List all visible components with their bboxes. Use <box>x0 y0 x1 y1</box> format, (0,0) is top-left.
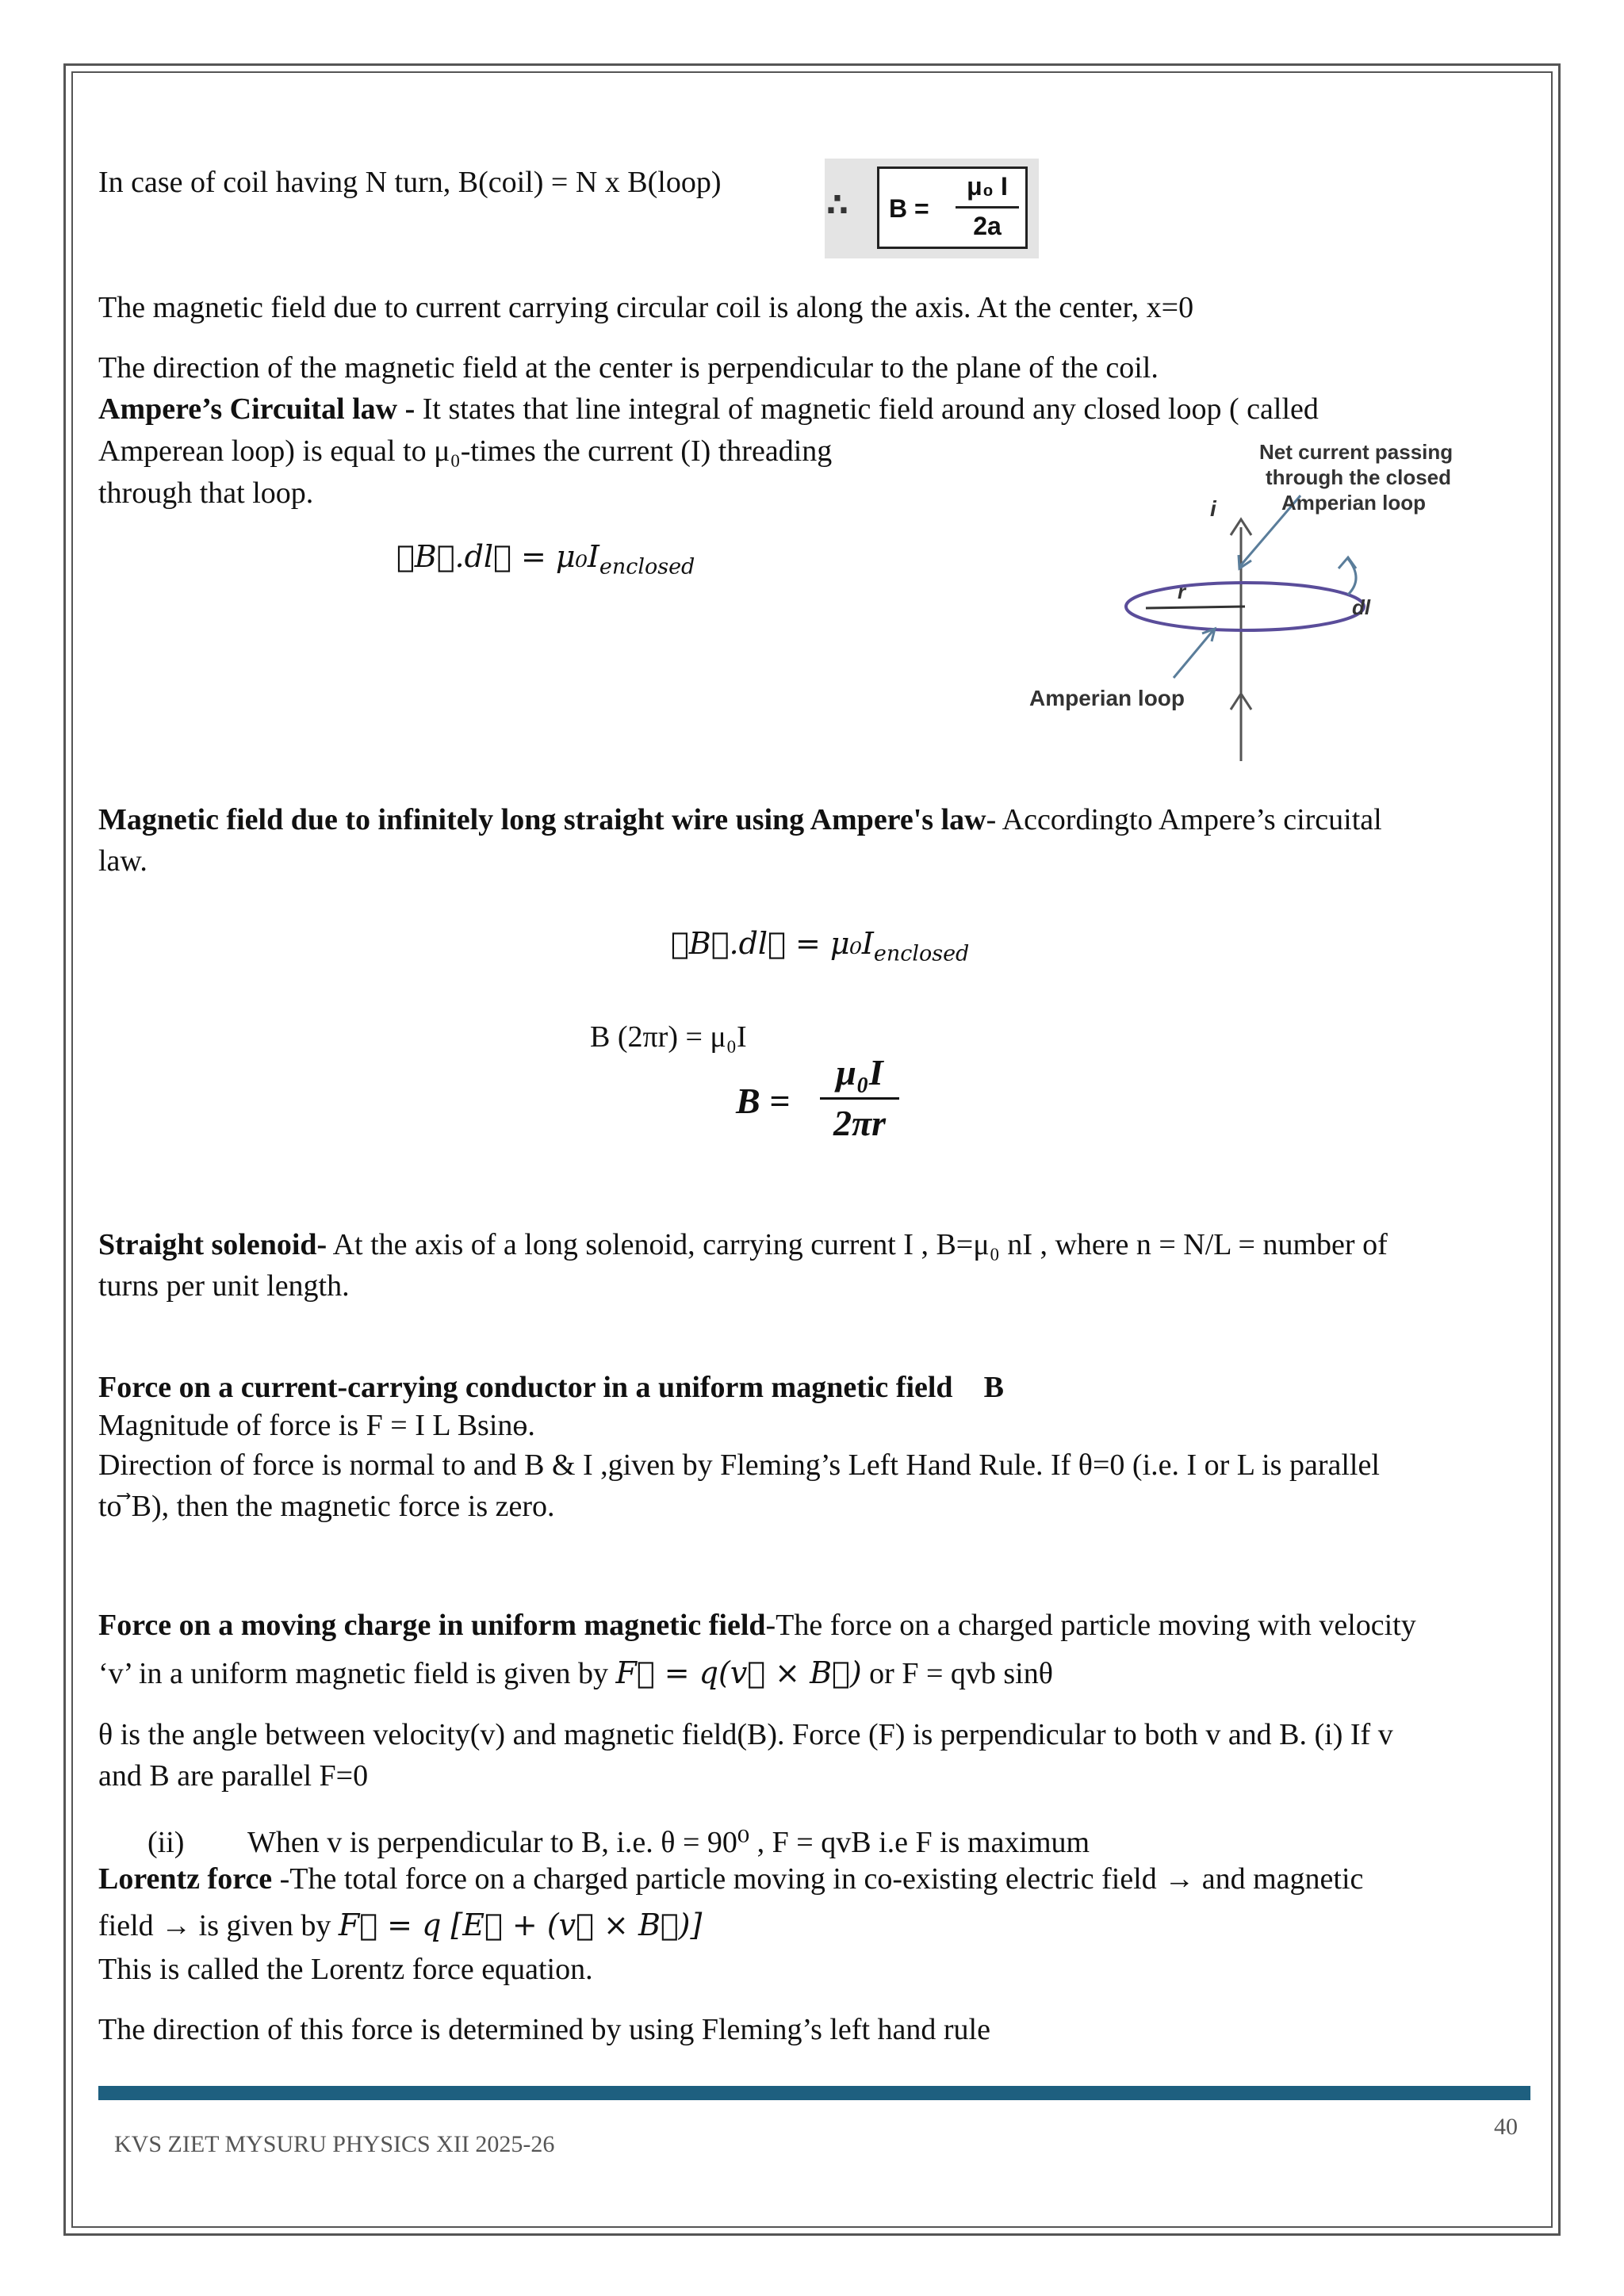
direction-paragraph: The direction of the magnetic field at the center is perpendicular to the plane of the coil. <box>98 351 1159 385</box>
moving-charge-text2b: or F = qvb sinθ <box>861 1657 1053 1690</box>
ampere-equation-main: ∮B⃗.dl⃗ = μ₀I <box>396 539 599 574</box>
ampere-heading: Ampere’s Circuital law - <box>98 392 416 426</box>
formula-frame <box>877 166 1028 249</box>
wire-result-numerator: μ₀I <box>836 1052 883 1093</box>
moving-charge-line2 <box>98 1652 1053 1694</box>
solenoid-heading: Straight solenoid- <box>98 1228 327 1261</box>
lorentz-text1: -The total force on a charged particle moving in co-existing electric field → and magnetic <box>272 1862 1364 1896</box>
wire-step: B (2πr) = μ₀I <box>590 1020 747 1054</box>
loop-pointer <box>1174 630 1213 678</box>
amperian-loop-figure <box>1015 440 1491 773</box>
moving-charge-line1 <box>98 1605 1416 1646</box>
ampere-equation-subscript: enclosed <box>599 554 695 580</box>
force-conductor-line2: Direction of force is normal to and B & I ,given by Fleming’s Left Hand Rule. If θ=0 (i.e. I or L is parallel <box>98 1448 1380 1482</box>
item-ii-text: When v is perpendicular to B, i.e. θ = 90⁰ , F = qvB i.e F is maximum <box>247 1826 1090 1859</box>
label-amperian-loop-bottom: Amperian loop <box>1029 686 1185 710</box>
lorentz-line3: This is called the Lorentz force equation. <box>98 1953 593 1986</box>
ampere-line2: Amperean loop) is equal to μ₀-times the current (I) threading <box>98 434 833 468</box>
force-conductor-line1: Magnitude of force is F = I L Bsinɵ. <box>98 1409 535 1442</box>
wire-equation-main: ∮B⃗.dl⃗ = μ₀I <box>671 926 874 961</box>
label-current-i: i <box>1210 496 1216 521</box>
solenoid-text1: At the axis of a long solenoid, carrying current I , B=μ₀ nI , where n = N/L = number of <box>327 1228 1388 1261</box>
lorentz-text2a: field → is given by <box>98 1909 339 1942</box>
lorentz-equation: F⃗ = q [E⃗ + (v⃗ × B⃗)] <box>338 1908 703 1942</box>
therefore-symbol: ∴ <box>826 187 848 224</box>
wire-equation <box>671 923 969 975</box>
wire-result-denominator: 2πr <box>833 1103 886 1143</box>
wire-result-lhs: B = <box>736 1081 791 1121</box>
force-conductor-line3: to ⃗B), then the magnetic force is zero. <box>98 1490 555 1523</box>
wire-equation-subscript: enclosed <box>873 941 970 966</box>
label-dl: dl <box>1352 595 1371 619</box>
wire-line2: law. <box>98 844 147 878</box>
coil-paragraph: In case of coil having N turn, B(coil) = N x B(loop) <box>98 166 722 199</box>
axis-paragraph: The magnetic field due to current carrying circular coil is along the axis. At the center, x=0 <box>98 291 1194 324</box>
dl-arrow-head <box>1339 557 1356 568</box>
ampere-line3: through that loop. <box>98 476 314 510</box>
label-net-current: Net current passing <box>1259 440 1454 464</box>
lorentz-line2 <box>98 1904 702 1946</box>
force-conductor-heading <box>98 1367 1004 1408</box>
formula-numerator: μ₀ I <box>967 172 1008 201</box>
moving-charge-text2a: ‘v’ in a uniform magnetic field is given by <box>98 1657 616 1690</box>
solenoid-line1 <box>98 1224 1388 1265</box>
label-amperian-loop-top: Amperian loop <box>1281 491 1427 515</box>
moving-charge-line4: and B are parallel F=0 <box>98 1759 369 1793</box>
label-radius-r: r <box>1178 580 1186 603</box>
radius-line <box>1146 607 1245 608</box>
ampere-equation <box>396 536 695 588</box>
lorentz-line1 <box>98 1858 1363 1900</box>
ampere-text1: It states that line integral of magnetic field around any closed loop ( called <box>415 392 1319 426</box>
label-through-closed: through the closed <box>1266 465 1451 489</box>
wire-line1 <box>98 799 1382 840</box>
ampere-line1 <box>98 388 1319 430</box>
item-ii-number: (ii) <box>147 1826 185 1859</box>
footer-text: KVS ZIET MYSURU PHYSICS XII 2025-26 <box>114 2131 555 2157</box>
lorentz-line4: The direction of this force is determined by using Fleming’s left hand rule <box>98 2013 990 2046</box>
formula-fraction-bar <box>956 206 1019 209</box>
lorentz-heading: Lorentz force <box>98 1862 273 1896</box>
moving-charge-equation: F⃗ = q(v⃗ × B⃗) <box>615 1655 862 1690</box>
formula-denominator: 2a <box>973 212 1002 240</box>
page-number: 40 <box>1494 2114 1518 2140</box>
solenoid-line2: turns per unit length. <box>98 1269 350 1303</box>
formula-lhs: B = <box>889 194 929 223</box>
moving-charge-text1: -The force on a charged particle moving with velocity <box>765 1609 1416 1642</box>
force-conductor-heading-text: Force on a current-carrying conductor in a uniform magnetic field ⃗B <box>98 1371 1004 1404</box>
footer-divider-bar <box>98 2086 1530 2100</box>
moving-charge-heading: Force on a moving charge in uniform magnetic field <box>98 1609 766 1642</box>
moving-charge-line3: θ is the angle between velocity(v) and magnetic field(B). Force (F) is perpendicular to both v and B. (i) If v <box>98 1718 1393 1751</box>
wire-text1: - Accordingto Ampere’s circuital <box>986 803 1382 836</box>
wire-result-bar <box>820 1097 899 1100</box>
coil-formula-box <box>825 159 1039 258</box>
wire-heading: Magnetic field due to infinitely long straight wire using Ampere's law <box>98 803 986 836</box>
